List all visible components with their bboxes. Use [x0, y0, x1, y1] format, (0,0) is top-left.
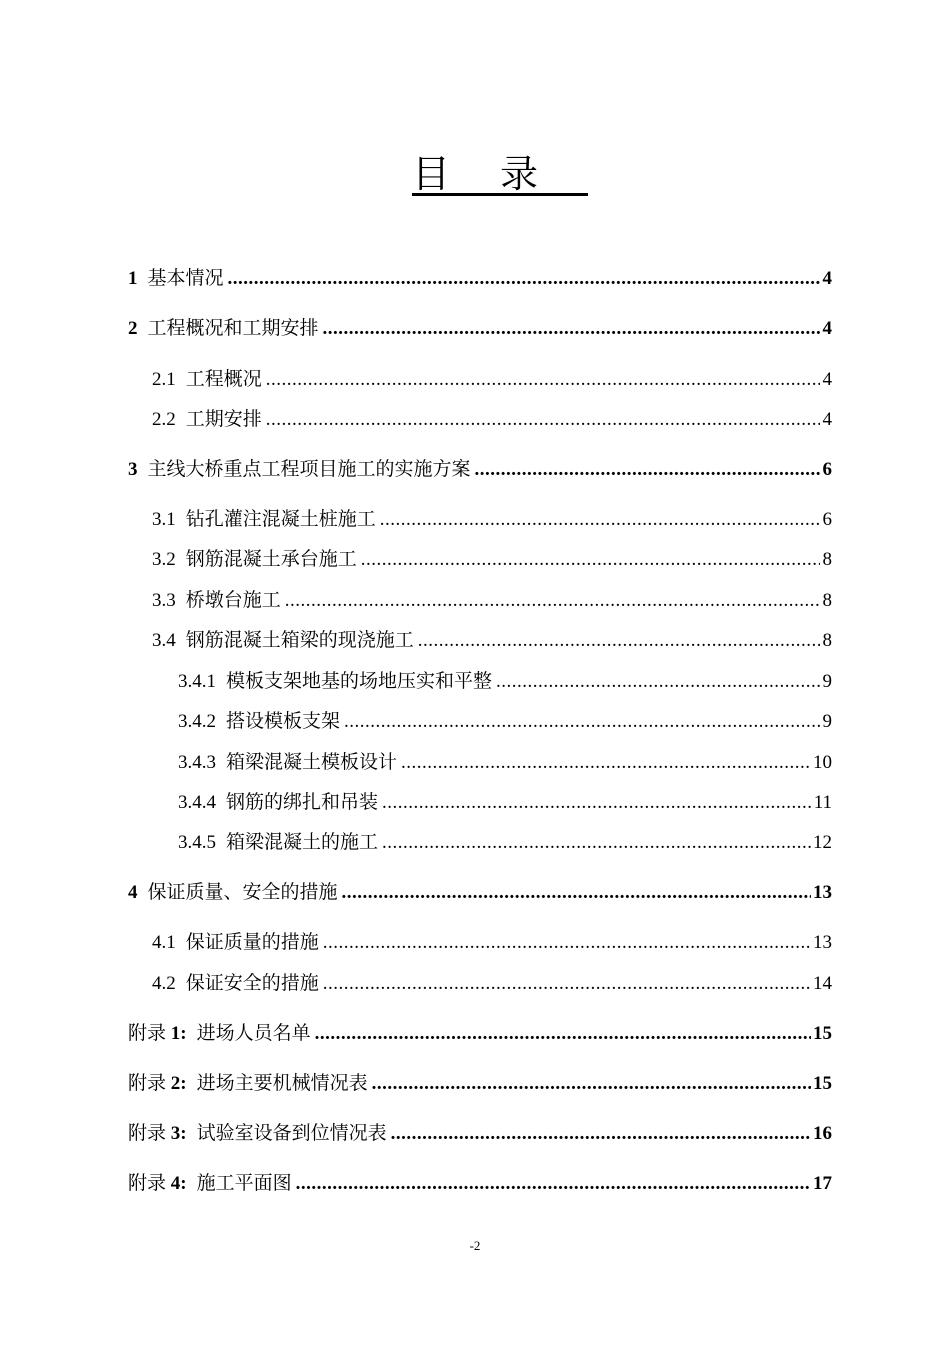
toc-section-number: 4: [128, 882, 138, 903]
toc-entry-label: [178, 788, 380, 817]
toc-leader-dots: [323, 315, 820, 343]
toc-appendix-prefix: 附录: [128, 1122, 167, 1144]
toc-leader-dots: [361, 546, 820, 574]
toc-section-title: 钢筋混凝土承台施工: [185, 548, 357, 570]
toc-entry[interactable]: [152, 928, 832, 956]
toc-entry-label: [152, 505, 378, 534]
toc-section-title: 钻孔灌注混凝土桩施工: [185, 508, 376, 530]
toc-section-title: 进场人员名单: [196, 1022, 311, 1044]
toc-section-title: 保证质量的措施: [185, 931, 319, 953]
toc-section-title: 保证安全的措施: [185, 972, 319, 994]
toc-entry-label: [128, 1019, 313, 1048]
toc-section-title: 基本情况: [147, 267, 224, 289]
toc-page-number: 14: [813, 973, 832, 994]
toc-section-title: 主线大桥重点工程项目施工的实施方案: [147, 458, 471, 480]
toc-section-title: 桥墩台施工: [185, 589, 281, 611]
toc-section-title: 箱梁混凝土的施工: [226, 831, 379, 853]
toc-entry-label: [128, 878, 340, 907]
toc-leader-dots: [285, 587, 820, 615]
page-number: -2: [469, 1238, 481, 1253]
toc-section-number: 2.2: [152, 409, 176, 430]
toc-entry[interactable]: [128, 1169, 832, 1197]
toc-section-number: 1: [128, 268, 138, 289]
toc-leader-dots: [475, 456, 820, 484]
toc-section-title: 箱梁混凝土模板设计: [226, 751, 398, 773]
toc-leader-dots: [382, 789, 812, 817]
toc-entry[interactable]: [152, 505, 832, 533]
toc-section-number: 2: [128, 318, 138, 339]
toc-section-title: 工期安排: [185, 408, 262, 430]
toc-entry[interactable]: [128, 1069, 832, 1097]
toc-leader-dots: [380, 506, 820, 534]
toc-leader-dots: [391, 1120, 811, 1148]
toc-appendix-number: 1:: [166, 1023, 187, 1044]
toc-appendix-number: 2:: [166, 1073, 187, 1094]
toc-entry[interactable]: [152, 969, 832, 997]
toc-leader-dots: [296, 1170, 811, 1198]
toc-entry[interactable]: [178, 667, 832, 695]
toc-leader-dots: [228, 265, 820, 293]
toc-page-number: 13: [813, 882, 832, 903]
toc-entry[interactable]: [152, 626, 832, 654]
toc-leader-dots: [323, 929, 811, 957]
toc-appendix-prefix: 附录: [128, 1172, 167, 1194]
toc-page-number: 9: [822, 711, 832, 732]
toc-section-title: 模板支架地基的场地压实和平整: [226, 670, 493, 692]
toc-page-number: 4: [822, 268, 832, 289]
toc-section-number: 3.4: [152, 630, 176, 651]
toc-page-number: 17: [813, 1173, 832, 1194]
toc-section-number: 4.2: [152, 973, 176, 994]
toc-appendix-number: 3:: [166, 1123, 187, 1144]
toc-section-title: 试验室设备到位情况表: [196, 1122, 387, 1144]
toc-leader-dots: [315, 1020, 811, 1048]
toc-entry-label: [128, 455, 473, 484]
toc-leader-dots: [372, 1070, 811, 1098]
toc-section-number: 3.2: [152, 549, 176, 570]
toc-appendix-prefix: 附录: [128, 1072, 167, 1094]
toc-leader-dots: [266, 406, 820, 434]
toc-section-number: 3.4.3: [178, 752, 216, 773]
toc-page-number: 13: [813, 932, 832, 953]
toc-section-number: 3.4.2: [178, 711, 216, 732]
toc-entry-label: [178, 707, 342, 736]
toc-entry[interactable]: [152, 586, 832, 614]
toc-entry-label: [152, 586, 283, 615]
toc-entry-label: [128, 1119, 389, 1148]
toc-page-number: 4: [822, 318, 832, 339]
toc-entry[interactable]: [128, 1119, 832, 1147]
toc-page-number: 9: [822, 671, 832, 692]
toc-page-number: 10: [813, 752, 832, 773]
toc-page-number: 11: [813, 792, 832, 813]
title-text: 目录: [411, 152, 588, 196]
toc-section-title: 钢筋的绑扎和吊装: [226, 791, 379, 813]
toc-entry-label: [152, 545, 359, 574]
toc-entry[interactable]: [178, 788, 832, 816]
toc-section-number: 3.4.4: [178, 792, 216, 813]
toc-section-title: 钢筋混凝土箱梁的现浇施工: [185, 629, 414, 651]
toc-entry[interactable]: [128, 878, 832, 906]
toc-section-title: 搭设模板支架: [226, 710, 341, 732]
toc-section-number: 3.1: [152, 509, 176, 530]
toc-leader-dots: [382, 829, 811, 857]
toc-entry[interactable]: [128, 455, 832, 483]
toc-leader-dots: [401, 749, 811, 777]
toc-entry-label: [128, 1169, 294, 1198]
toc-entry-label: [152, 969, 321, 998]
toc-entry-label: [152, 626, 416, 655]
toc-entry[interactable]: [178, 828, 832, 856]
toc-section-number: 2.1: [152, 369, 176, 390]
toc-page-number: 8: [822, 590, 832, 611]
toc-entry-label: [152, 365, 264, 394]
toc-section-number: 4.1: [152, 932, 176, 953]
toc-leader-dots: [344, 708, 820, 736]
toc-section-title: 施工平面图: [196, 1172, 292, 1194]
toc-entry-label: [178, 828, 380, 857]
toc-section-number: 3.4.5: [178, 832, 216, 853]
toc-appendix-number: 4:: [166, 1173, 187, 1194]
toc-entry[interactable]: [128, 264, 832, 292]
toc-page-number: 4: [822, 369, 832, 390]
toc-page-number: 12: [813, 832, 832, 853]
toc-leader-dots: [266, 366, 820, 394]
toc-entry[interactable]: [152, 365, 832, 393]
toc-entry[interactable]: [128, 1019, 832, 1047]
toc-entry[interactable]: [152, 545, 832, 573]
toc-leader-dots: [323, 970, 811, 998]
toc-page-number: 6: [822, 459, 832, 480]
toc-page-number: 16: [813, 1123, 832, 1144]
toc-entry[interactable]: [178, 748, 832, 776]
toc-entry[interactable]: [152, 405, 832, 433]
toc-entry[interactable]: [128, 314, 832, 342]
toc-entry-label: [128, 264, 226, 293]
toc-entry[interactable]: [178, 707, 832, 735]
toc-section-title: 工程概况和工期安排: [147, 317, 319, 339]
toc-section-title: 进场主要机械情况表: [196, 1072, 368, 1094]
toc-section-number: 3.3: [152, 590, 176, 611]
toc-section-title: 工程概况: [185, 368, 262, 390]
toc-appendix-prefix: 附录: [128, 1022, 167, 1044]
toc-entry-label: [152, 405, 264, 434]
toc-page-number: 15: [813, 1023, 832, 1044]
toc-page-number: 15: [813, 1073, 832, 1094]
toc-page-number: 6: [822, 509, 832, 530]
toc-section-title: 保证质量、安全的措施: [147, 881, 338, 903]
toc-section-number: 3.4.1: [178, 671, 216, 692]
toc-page-number: 8: [822, 549, 832, 570]
toc-entry-label: [152, 928, 321, 957]
toc-leader-dots: [496, 668, 820, 696]
toc-page-number: 4: [822, 409, 832, 430]
toc-leader-dots: [342, 879, 811, 907]
toc-entry-label: [178, 748, 399, 777]
toc-entry-label: [128, 1069, 370, 1098]
toc-page-number: 8: [822, 630, 832, 651]
toc-entry-label: [128, 314, 321, 343]
toc-section-number: 3: [128, 459, 138, 480]
toc-leader-dots: [418, 627, 820, 655]
toc-entry-label: [178, 667, 494, 696]
